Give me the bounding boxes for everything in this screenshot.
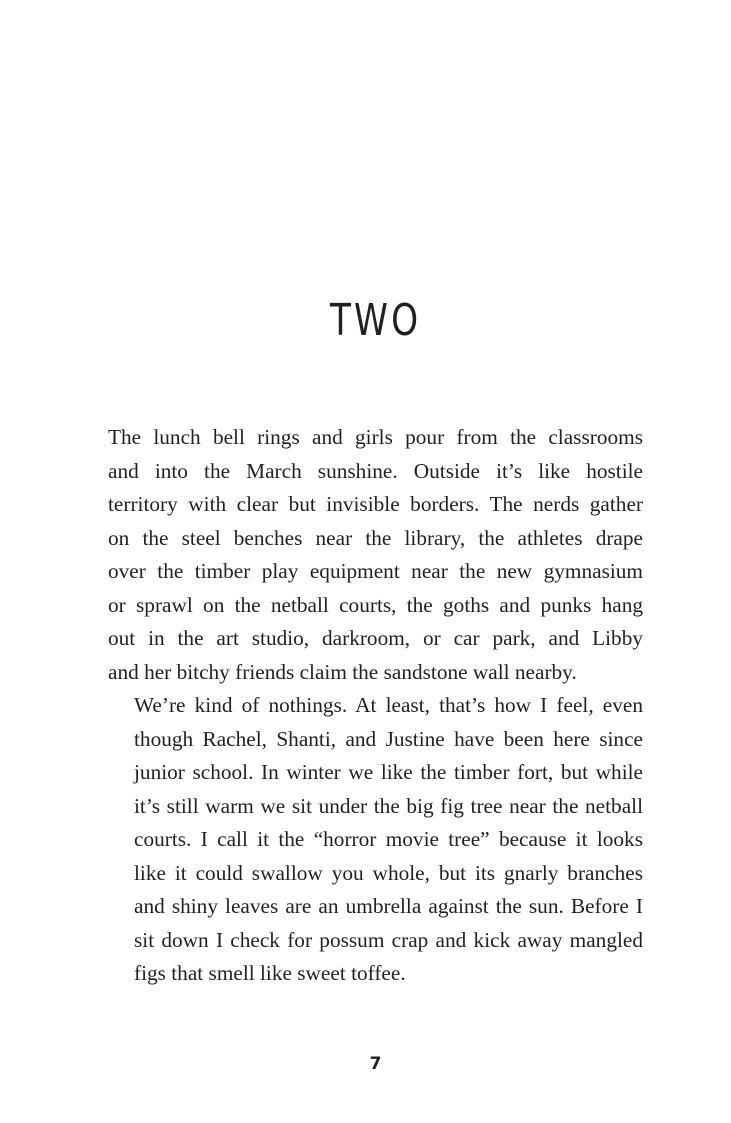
text-line: like it could swallow you whole, but its gnarly branches bbox=[134, 860, 643, 885]
text-line: out in the art studio, darkroom, or car park, and Libby bbox=[108, 626, 643, 650]
text-line: We’re kind of nothings. At least, that’s how I feel, even bbox=[134, 693, 643, 717]
text-line: or sprawl on the netball courts, the goths and punks hang bbox=[108, 592, 643, 617]
text-line: courts. I call it the “horror movie tree” because it looks bbox=[134, 827, 643, 851]
text-line: it’s still warm we sit under the big fig tree near the netball bbox=[134, 793, 643, 818]
text-line: and shiny leaves are an umbrella against the sun. Before I bbox=[134, 894, 643, 918]
text-line: on the steel benches near the library, the athletes drape bbox=[108, 525, 643, 550]
text-line: junior school. In winter we like the timber fort, but while bbox=[134, 760, 643, 784]
text-line: The lunch bell rings and girls pour from the classrooms bbox=[108, 425, 643, 449]
paragraph-1 bbox=[108, 421, 643, 689]
text-line: though Rachel, Shanti, and Justine have been here since bbox=[134, 726, 643, 751]
chapter-title: TWO bbox=[329, 295, 422, 346]
text-line: and into the March sunshine. Outside it’s like hostile bbox=[108, 458, 643, 483]
paragraph-2 bbox=[108, 689, 643, 991]
text-line: and her bitchy friends claim the sandstone wall nearby. bbox=[108, 659, 577, 684]
page-number: 7 bbox=[369, 1054, 382, 1074]
text-line: figs that smell like sweet toffee. bbox=[134, 961, 406, 985]
text-line: territory with clear but invisible borders. The nerds gather bbox=[108, 492, 643, 516]
text-line: over the timber play equipment near the new gymnasium bbox=[108, 559, 643, 583]
text-line: sit down I check for possum crap and kick away mangled bbox=[134, 927, 643, 952]
body-text bbox=[108, 421, 643, 991]
